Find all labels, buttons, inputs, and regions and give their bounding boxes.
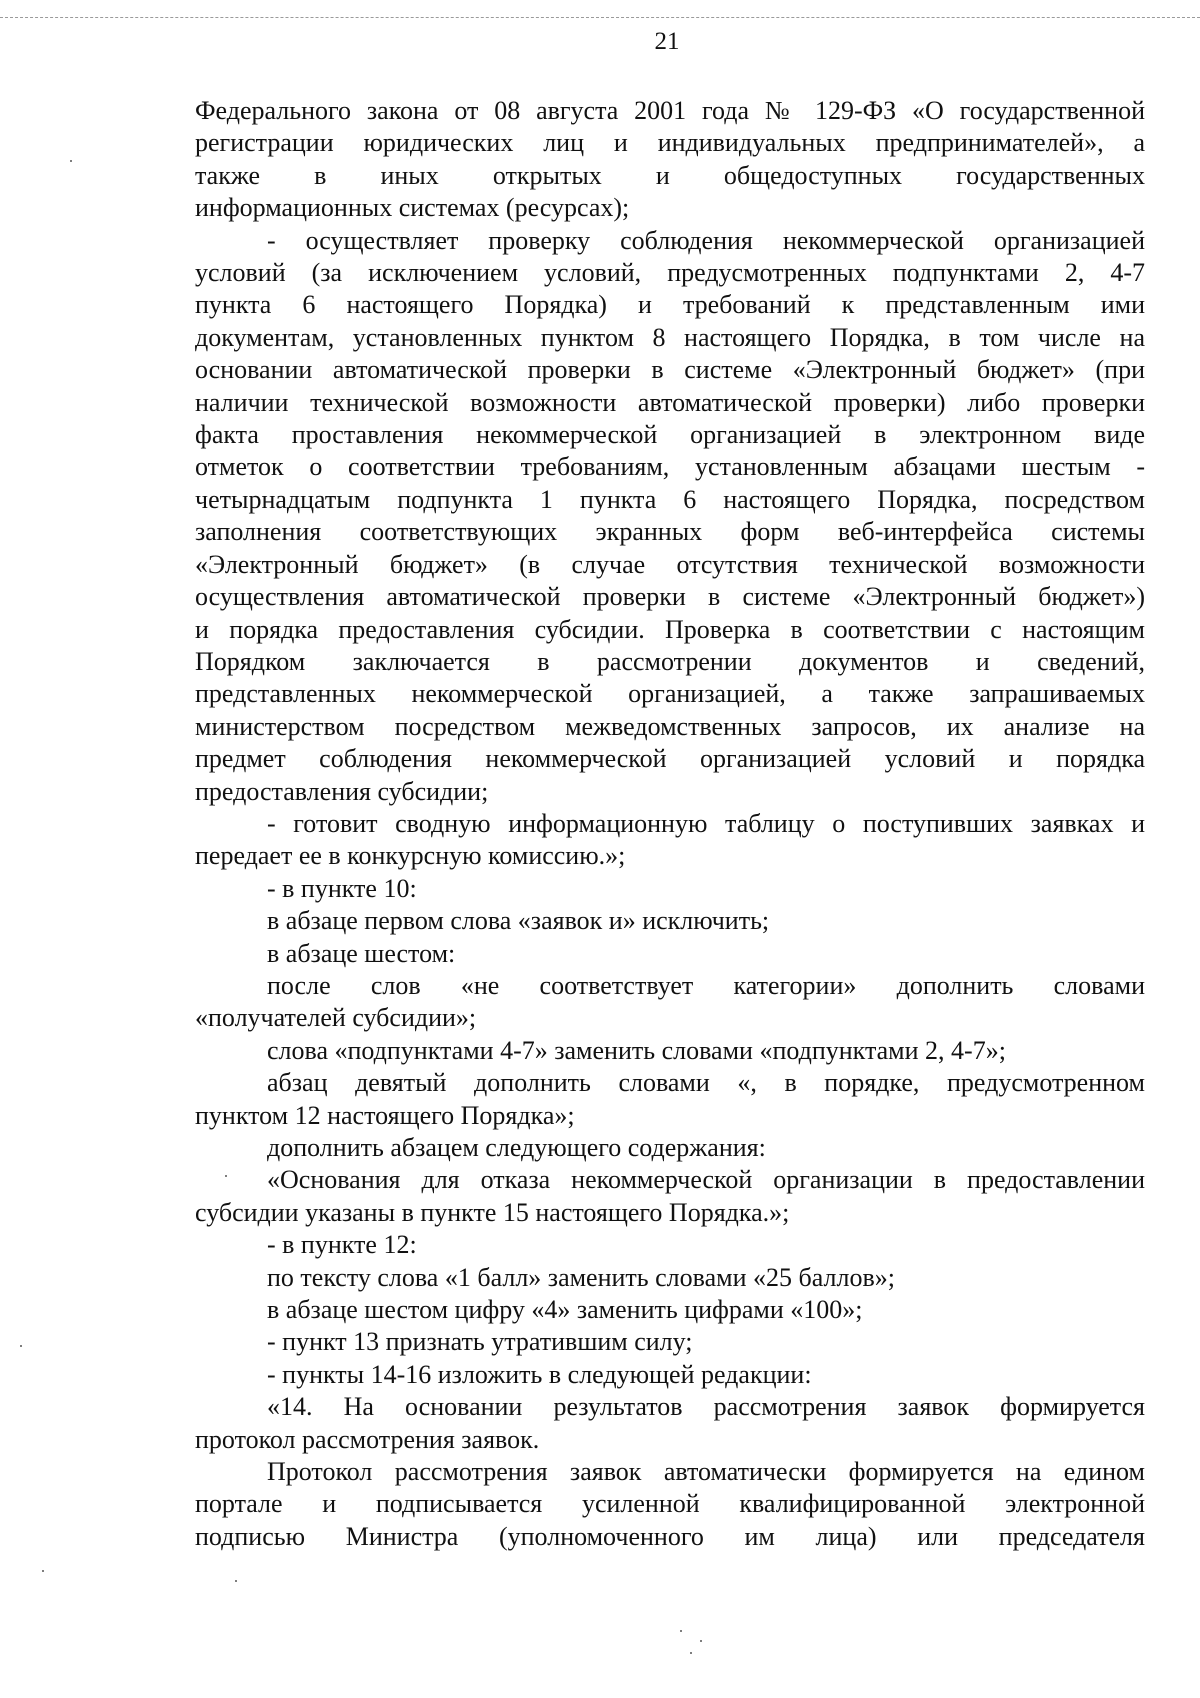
paragraph-line: пунктом 12 настоящего Порядка»;	[195, 1100, 575, 1130]
paragraph-line: в абзаце шестом цифру «4» заменить цифрами «100»;	[267, 1295, 863, 1325]
paragraph-line: «получателей субсидии»;	[195, 1003, 477, 1033]
paragraph-line: Порядком заключается в рассмотрении документов и сведений,	[195, 646, 1145, 676]
paragraph-line: портале и подписывается усиленной квалифицированной электронной	[195, 1489, 1145, 1519]
paragraph-line: предоставления субсидии;	[195, 776, 489, 806]
paragraph-line: документам, установленных пунктом 8 настоящего Порядка, в том числе на	[195, 322, 1145, 352]
paragraph-line: заполнения соответствующих экранных форм веб-интерфейса системы	[195, 517, 1145, 547]
scan-top-edge-line	[0, 17, 1200, 18]
paragraph-line: и порядка предоставления субсидии. Проверка в соответствии с настоящим	[195, 614, 1145, 644]
paragraph-line: - осуществляет проверку соблюдения некоммерческой организацией	[267, 225, 1145, 255]
paragraph-line: наличии технической возможности автоматической проверки) либо проверки	[195, 387, 1145, 417]
paragraph-line: условий (за исключением условий, предусмотренных подпунктами 2, 4-7	[195, 258, 1145, 288]
paragraph-line: министерством посредством межведомственных запросов, их анализе на	[195, 711, 1145, 741]
paragraph-line: Протокол рассмотрения заявок автоматически формируется на едином	[267, 1457, 1145, 1487]
paragraph-line: «14. На основании результатов рассмотрения заявок формируется	[267, 1392, 1145, 1422]
paragraph-line: абзац девятый дополнить словами «, в порядке, предусмотренном	[267, 1068, 1145, 1098]
paragraph-line: основании автоматической проверки в системе «Электронный бюджет» (при	[195, 355, 1145, 385]
paragraph-line: факта проставления некоммерческой организацией в электронном виде	[195, 420, 1145, 450]
paragraph-line: Федерального закона от 08 августа 2001 года № 129-ФЗ «О государственной	[195, 96, 1145, 125]
scan-speck	[680, 1630, 682, 1632]
paragraph-line: информационных системах (ресурсах);	[195, 193, 630, 223]
scan-speck	[235, 1580, 237, 1582]
paragraph-line: - пункт 13 признать утратившим силу;	[267, 1327, 693, 1357]
paragraph-line: - в пункте 10:	[267, 873, 417, 903]
body-text	[195, 95, 1145, 1553]
scan-speck	[70, 160, 72, 162]
scan-speck	[700, 1640, 702, 1642]
paragraph-line: также в иных открытых и общедоступных государственных	[195, 160, 1145, 190]
paragraph-line: после слов «не соответствует категории» дополнить словами	[267, 970, 1145, 1000]
paragraph-line: - в пункте 12:	[267, 1230, 417, 1260]
paragraph-line: в абзаце шестом:	[267, 938, 456, 968]
paragraph-line: по тексту слова «1 балл» заменить словами «25 баллов»;	[267, 1262, 895, 1292]
paragraph-line: подписью Министра (уполномоченного им лица) или председателя	[195, 1521, 1145, 1551]
page-number: 21	[654, 28, 680, 55]
paragraph-line: «Электронный бюджет» (в случае отсутствия технической возможности	[195, 549, 1145, 579]
scan-speck	[20, 1345, 22, 1347]
paragraph-line: четырнадцатым подпункта 1 пункта 6 настоящего Порядка, посредством	[195, 484, 1145, 514]
paragraph-line: субсидии указаны в пункте 15 настоящего Порядка.»;	[195, 1197, 790, 1227]
paragraph-line: отметок о соответствии требованиям, установленным абзацами шестым -	[195, 452, 1145, 482]
paragraph-line: представленных некоммерческой организацией, а также запрашиваемых	[195, 679, 1145, 709]
paragraph-line: в абзаце первом слова «заявок и» исключить;	[267, 906, 770, 936]
paragraph-line: предмет соблюдения некоммерческой организацией условий и порядка	[195, 744, 1145, 774]
paragraph-line: «Основания для отказа некоммерческой организации в предоставлении	[267, 1165, 1145, 1195]
paragraph-line: осуществления автоматической проверки в системе «Электронный бюджет»)	[195, 582, 1145, 612]
paragraph-line: регистрации юридических лиц и индивидуальных предпринимателей», а	[195, 128, 1145, 158]
paragraph-line: - пункты 14-16 изложить в следующей редакции:	[267, 1359, 812, 1389]
paragraph-line: - готовит сводную информационную таблицу о поступивших заявках и	[267, 808, 1145, 838]
paragraph-line: пункта 6 настоящего Порядка) и требований к представленным ими	[195, 290, 1145, 320]
scan-speck	[690, 1652, 692, 1654]
paragraph-line: протокол рассмотрения заявок.	[195, 1424, 540, 1454]
paragraph-line: слова «подпунктами 4-7» заменить словами «подпунктами 2, 4-7»;	[267, 1035, 1006, 1065]
scan-speck	[42, 1570, 44, 1572]
paragraph-line: передает ее в конкурсную комиссию.»;	[195, 841, 626, 871]
scan-speck	[225, 1175, 227, 1177]
paragraph-line: дополнить абзацем следующего содержания:	[267, 1133, 766, 1162]
